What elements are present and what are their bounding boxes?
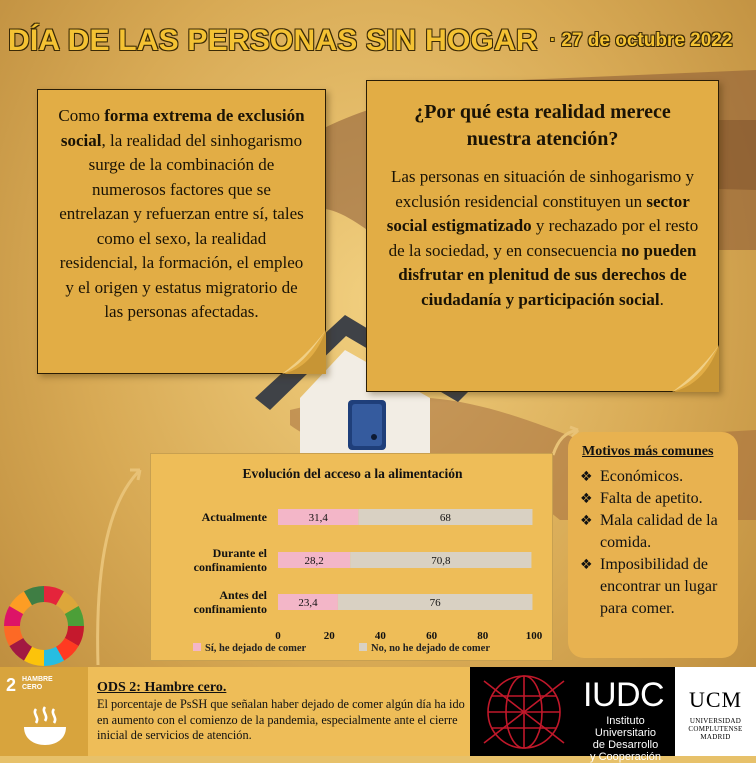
ucm-line1: UNIVERSIDAD xyxy=(689,717,742,725)
motive-text: Mala calidad de la comida. xyxy=(600,512,718,551)
legend-swatch xyxy=(193,643,201,651)
ucm-wordmark: UCM xyxy=(688,687,743,712)
motives-list xyxy=(580,466,730,620)
data-label: 68 xyxy=(439,512,451,524)
diamond-bullet-icon: ❖ xyxy=(580,557,593,573)
event-date: · 27 de octubre 2022 xyxy=(549,30,733,51)
legend-label: No, no he dejado de comer xyxy=(371,643,490,654)
iudc-sub-line3: de Desarrollo xyxy=(592,739,659,751)
food-access-chart xyxy=(150,453,553,661)
ucm-line3: MADRID xyxy=(700,733,731,741)
iudc-subtitle xyxy=(578,715,673,763)
x-tick-label: 80 xyxy=(477,630,489,642)
chart-plot xyxy=(151,454,554,662)
note-exclusion-text-1: Como xyxy=(58,106,105,125)
ucm-line2: COMPLUTENSE xyxy=(688,725,743,733)
ucm-logo xyxy=(675,667,756,756)
x-tick-label: 40 xyxy=(374,630,386,642)
sdg-wheel-icon xyxy=(4,586,84,666)
data-label: 28,2 xyxy=(304,555,324,567)
diamond-bullet-icon: ❖ xyxy=(580,491,593,507)
data-label: 23,4 xyxy=(298,597,318,609)
ods-text: El porcentaje de PsSH que señalan haber dejado de comer algún día ha ido en aumento con el comienzo de la pandemia, especialmente ante el cierre inicial de servicios de atención. xyxy=(97,696,465,743)
data-label: 76 xyxy=(429,597,441,609)
category-label: Actualmente xyxy=(201,510,267,524)
sdg-2-tile xyxy=(0,667,88,756)
motive-text: Imposibilidad de encontrar un lugar para comer. xyxy=(600,556,718,617)
x-tick-label: 100 xyxy=(525,630,543,642)
motive-text: Económicos. xyxy=(600,468,684,485)
sdg-name xyxy=(22,676,53,692)
page-title: DÍA DE LAS PERSONAS SIN HOGAR xyxy=(8,24,538,57)
note-exclusion-curl-icon xyxy=(282,330,326,374)
iudc-sub-line1: Instituto xyxy=(606,715,645,727)
note-exclusion-text-2: , la realidad del sinhogarismo surge de la combinación de numerosos factores que se entrelazan y refuerzan entre sí, tales como el sexo, la realidad residencial, la formación, el empleo y el origen y estatus migratorio de las personas afectadas. xyxy=(59,130,304,321)
sdg-name-line1: HAMBRE xyxy=(22,676,53,683)
note-attention-text-2: y rechazado por el resto de la sociedad, y en consecuencia xyxy=(388,216,699,260)
globe-icon xyxy=(474,669,574,755)
iudc-name: IUDC xyxy=(583,676,665,714)
category-label: Antes del xyxy=(219,588,267,602)
data-label: 70,8 xyxy=(431,555,451,567)
legend-label: Sí, he dejado de comer xyxy=(205,643,307,654)
motive-item xyxy=(580,488,730,510)
x-tick-label: 60 xyxy=(426,630,438,642)
note-exclusion-bold: forma extrema de exclusión social xyxy=(60,106,305,150)
category-label: confinamiento xyxy=(193,560,267,574)
iudc-logo xyxy=(470,667,675,763)
motive-item xyxy=(580,466,730,488)
iudc-sub-line2: Universitario xyxy=(594,727,657,739)
data-label: 31,4 xyxy=(308,512,328,524)
motives-title: Motivos más comunes xyxy=(582,444,714,459)
page-header xyxy=(0,18,756,64)
chart-title: Evolución del acceso a la alimentación xyxy=(242,466,463,481)
category-label: confinamiento xyxy=(193,602,267,616)
ods-section xyxy=(97,680,467,744)
legend-swatch xyxy=(359,643,367,651)
arrow-to-ods xyxy=(98,470,140,665)
motive-item xyxy=(580,510,730,554)
ods-title: ODS 2: Hambre cero. xyxy=(97,680,227,695)
door-knob xyxy=(371,434,377,440)
note-attention-bold-1: sector social estigmatizado xyxy=(386,191,690,235)
sdg-name-line2: CERO xyxy=(22,684,43,691)
note-attention-bold-2: no pueden disfrutar en plenitud de sus derechos de ciudadanía y participación social xyxy=(398,240,697,309)
note-attention xyxy=(366,80,719,392)
motive-item xyxy=(580,554,730,620)
note-attention-curl-icon xyxy=(672,345,719,392)
note-attention-text-1: Las personas en situación de sinhogarismo y exclusión residencial constituyen un xyxy=(390,167,695,211)
note-attention-title: ¿Por qué esta realidad merece nuestra atención? xyxy=(414,101,671,150)
iudc-sub-line4: y Cooperación xyxy=(590,751,661,763)
sdg-number: 2 xyxy=(6,675,17,695)
x-tick-label: 0 xyxy=(275,630,281,642)
category-label: Durante el xyxy=(212,546,267,560)
motive-text: Falta de apetito. xyxy=(600,490,703,507)
diamond-bullet-icon: ❖ xyxy=(580,469,593,485)
food-bowl-icon xyxy=(22,703,68,749)
ucm-fullname xyxy=(675,717,756,741)
note-attention-body xyxy=(385,165,700,312)
note-attention-text-3: . xyxy=(659,289,664,309)
x-tick-label: 20 xyxy=(323,630,335,642)
motives-panel xyxy=(568,432,738,658)
diamond-bullet-icon: ❖ xyxy=(580,513,593,529)
